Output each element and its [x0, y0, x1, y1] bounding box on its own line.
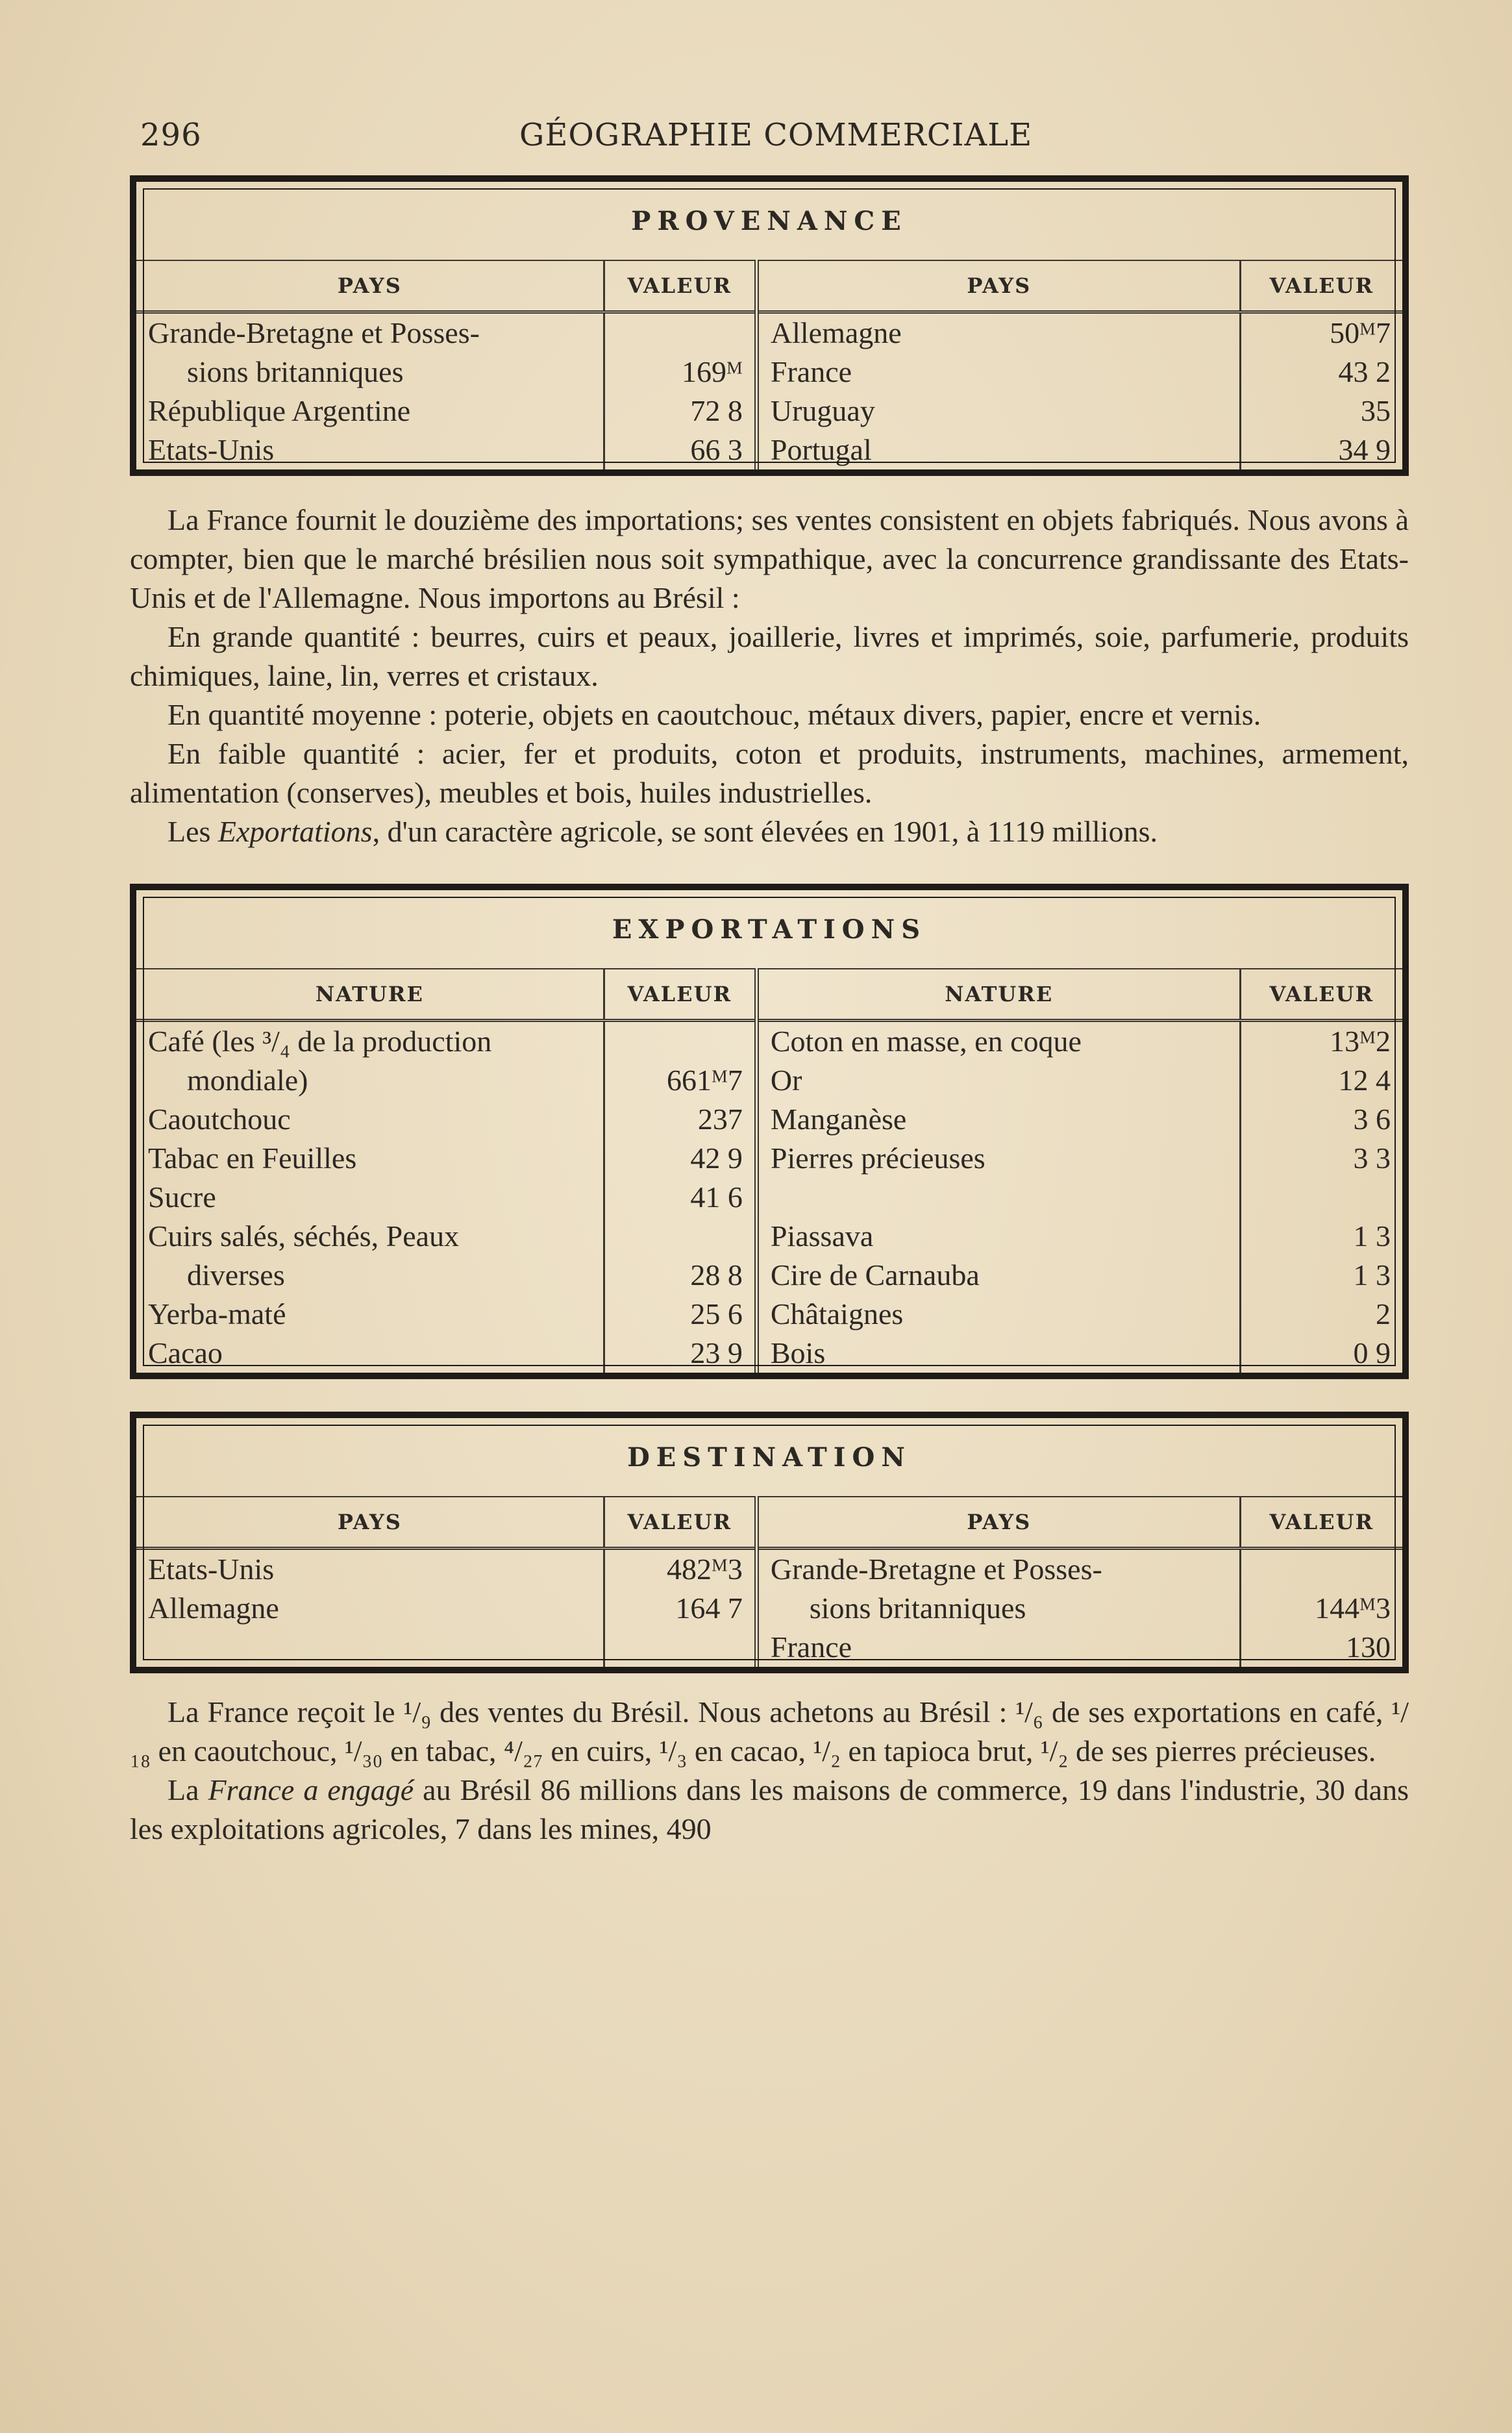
- export-value: 0 9: [1353, 1336, 1391, 1369]
- export-value: 1 3: [1353, 1258, 1391, 1291]
- destination-right-countries: [756, 1549, 1240, 1671]
- destination-col-value-left: VALEUR: [604, 1497, 756, 1549]
- import-text: [130, 501, 1409, 851]
- export-value: 28 8: [690, 1258, 743, 1291]
- export-item: mondiale): [187, 1064, 308, 1097]
- page-number: 296: [140, 117, 202, 153]
- provenance-right-values: [1240, 312, 1406, 473]
- provenance-left-country: Etats-Unis: [148, 433, 275, 466]
- export-item: Or: [770, 1064, 802, 1097]
- destination-country: sions britanniques: [809, 1591, 1026, 1625]
- provenance-right-country: Uruguay: [770, 394, 875, 427]
- exportations-col-value-left: VALEUR: [604, 969, 756, 1021]
- paragraph: En quantité moyenne : poterie, objets en caoutchouc, métaux divers, papier, encre et vernis.: [167, 698, 1261, 731]
- destination-col-value-right: VALEUR: [1240, 1497, 1406, 1549]
- exportations-col-nature-left: NATURE: [133, 969, 604, 1021]
- paragraph: En grande quantité : beurres, cuirs et peaux, joaillerie, livres et imprimés, soie, parfumerie, produits chimiques, laine, lin, verres et cristaux.: [130, 620, 1409, 692]
- exportations-col-nature-right: NATURE: [756, 969, 1240, 1021]
- provenance-left-value: [617, 314, 743, 353]
- provenance-col-value-left: VALEUR: [604, 260, 756, 312]
- provenance-left-countries: [133, 312, 604, 473]
- provenance-title: PROVENANCE: [631, 205, 908, 236]
- destination-left-values: [604, 1549, 756, 1671]
- provenance-right-countries: [756, 312, 1240, 473]
- export-item: Châtaignes: [770, 1297, 904, 1330]
- export-value: 23 9: [690, 1336, 743, 1369]
- export-value: [617, 1217, 743, 1256]
- provenance-table: [130, 175, 1409, 476]
- provenance-right-country: Allemagne: [770, 316, 902, 349]
- provenance-right-value: 34 9: [1338, 433, 1391, 466]
- paragraph: [130, 1771, 1409, 1849]
- provenance-col-country-right: PAYS: [756, 260, 1240, 312]
- destination-col-country-left: PAYS: [133, 1497, 604, 1549]
- export-value: [617, 1022, 743, 1061]
- destination-value: 164 7: [675, 1591, 743, 1625]
- export-value: 237: [697, 1103, 743, 1136]
- exportations-col-value-right: VALEUR: [1240, 969, 1406, 1021]
- destination-country: Allemagne: [148, 1591, 279, 1625]
- emphasis: Exportations: [217, 815, 373, 848]
- provenance-col-value-right: VALEUR: [1240, 260, 1406, 312]
- destination-value: 482ᴹ3: [667, 1553, 743, 1586]
- destination-country: France: [770, 1630, 852, 1664]
- emphasis: France a engagé: [208, 1773, 414, 1806]
- export-item: diverses: [187, 1258, 285, 1291]
- provenance-left-country: République Argentine: [148, 394, 411, 427]
- export-value: 661ᴹ7: [667, 1064, 743, 1097]
- export-value: [1253, 1178, 1391, 1217]
- provenance-right-value: 35: [1361, 394, 1391, 427]
- paragraph-start: La: [167, 1773, 208, 1806]
- exportations-table: [130, 884, 1409, 1379]
- export-item: Caoutchouc: [148, 1103, 291, 1136]
- provenance-left-values: [604, 312, 756, 473]
- export-value: 12 4: [1338, 1064, 1391, 1097]
- export-item: Cacao: [148, 1336, 223, 1369]
- provenance-col-country-left: PAYS: [133, 260, 604, 312]
- destination-value: [1253, 1550, 1391, 1589]
- provenance-left-value: 169ᴹ: [682, 355, 743, 388]
- paragraph: En faible quantité : acier, fer et produits, coton et produits, instruments, machines, armement, alimentation (conserves), meubles et bois, huiles industrielles.: [130, 737, 1409, 809]
- provenance-right-value: 50ᴹ7: [1330, 316, 1391, 349]
- destination-text: [130, 1693, 1409, 1849]
- exportations-right-values: [1240, 1021, 1406, 1377]
- running-title: GÉOGRAPHIE COMMERCIALE: [519, 117, 1033, 153]
- destination-col-country-right: PAYS: [756, 1497, 1240, 1549]
- export-item: Bois: [770, 1336, 826, 1369]
- export-value: 3 6: [1353, 1103, 1391, 1136]
- paragraph-start: Les: [167, 815, 218, 848]
- destination-country: Etats-Unis: [148, 1553, 275, 1586]
- destination-value: 144ᴹ3: [1315, 1591, 1391, 1625]
- export-item: Pierres précieuses: [770, 1142, 985, 1175]
- provenance-left-value: 72 8: [690, 394, 743, 427]
- exportations-right-items: [756, 1021, 1240, 1377]
- export-item: Coton en masse, en coque: [770, 1025, 1082, 1058]
- exportations-left-items: [133, 1021, 604, 1377]
- export-item: Sucre: [148, 1180, 216, 1214]
- paragraph: La France fournit le douzième des importations; ses ventes consistent en objets fabriqués. Nous avons à compter, bien que le marché brésilien nous soit sympathique, avec la concurrence grandissante des Etats-Unis et de l'Allemagne. Nous importons au Brésil :: [130, 503, 1409, 614]
- destination-left-countries: [133, 1549, 604, 1671]
- provenance-right-country: France: [770, 355, 852, 388]
- paragraph: La France reçoit le ¹/₉ des ventes du Brésil. Nous achetons au Brésil : ¹/₆ de ses exportations en café, ¹/₁₈ en caoutchouc, ¹/₃₀ en tabac, ⁴/₂₇ en cuirs, ¹/₃ en cacao, ¹/₂ en tapioca brut, ¹/₂ de ses pierres précieuses.: [130, 1695, 1409, 1767]
- destination-title: DESTINATION: [627, 1441, 911, 1473]
- export-value: 3 3: [1353, 1142, 1391, 1175]
- paragraph: [130, 812, 1409, 851]
- export-item: [771, 1178, 1228, 1217]
- destination-table: [130, 1412, 1409, 1673]
- provenance-right-value: 43 2: [1338, 355, 1391, 388]
- exportations-left-values: [604, 1021, 756, 1377]
- destination-country: Grande-Bretagne et Posses-: [770, 1553, 1102, 1586]
- export-item: Cire de Carnauba: [770, 1258, 980, 1291]
- exportations-title: EXPORTATIONS: [612, 914, 927, 945]
- export-value: 25 6: [690, 1297, 743, 1330]
- destination-value: 130: [1346, 1630, 1391, 1664]
- provenance-right-country: Portugal: [770, 433, 872, 466]
- provenance-left-country: Grande-Bretagne et Posses-: [148, 316, 480, 349]
- destination-right-values: [1240, 1549, 1406, 1671]
- export-item: Piassava: [770, 1219, 874, 1253]
- export-item: Tabac en Feuilles: [148, 1142, 357, 1175]
- export-value: 41 6: [690, 1180, 743, 1214]
- export-item: Yerba-maté: [148, 1297, 286, 1330]
- provenance-left-country: sions britanniques: [187, 355, 404, 388]
- export-value: 2: [1376, 1297, 1391, 1330]
- export-value: 42 9: [690, 1142, 743, 1175]
- running-head: [130, 110, 1409, 162]
- paragraph-end: , d'un caractère agricole, se sont élevées en 1901, à 1119 millions.: [372, 815, 1158, 848]
- provenance-left-value: 66 3: [690, 433, 743, 466]
- page: [130, 110, 1409, 1881]
- export-item: Cuirs salés, séchés, Peaux: [148, 1219, 460, 1253]
- paragraph-end: au Brésil 86 millions dans les maisons de commerce, 19 dans l'industrie, 30 dans les exploitations agricoles, 7 dans les mines, 490: [130, 1773, 1409, 1845]
- export-item: Manganèse: [770, 1103, 907, 1136]
- export-value: 1 3: [1353, 1219, 1391, 1253]
- export-item: Café (les ³/₄ de la production: [148, 1025, 492, 1058]
- export-value: 13ᴹ2: [1330, 1025, 1391, 1058]
